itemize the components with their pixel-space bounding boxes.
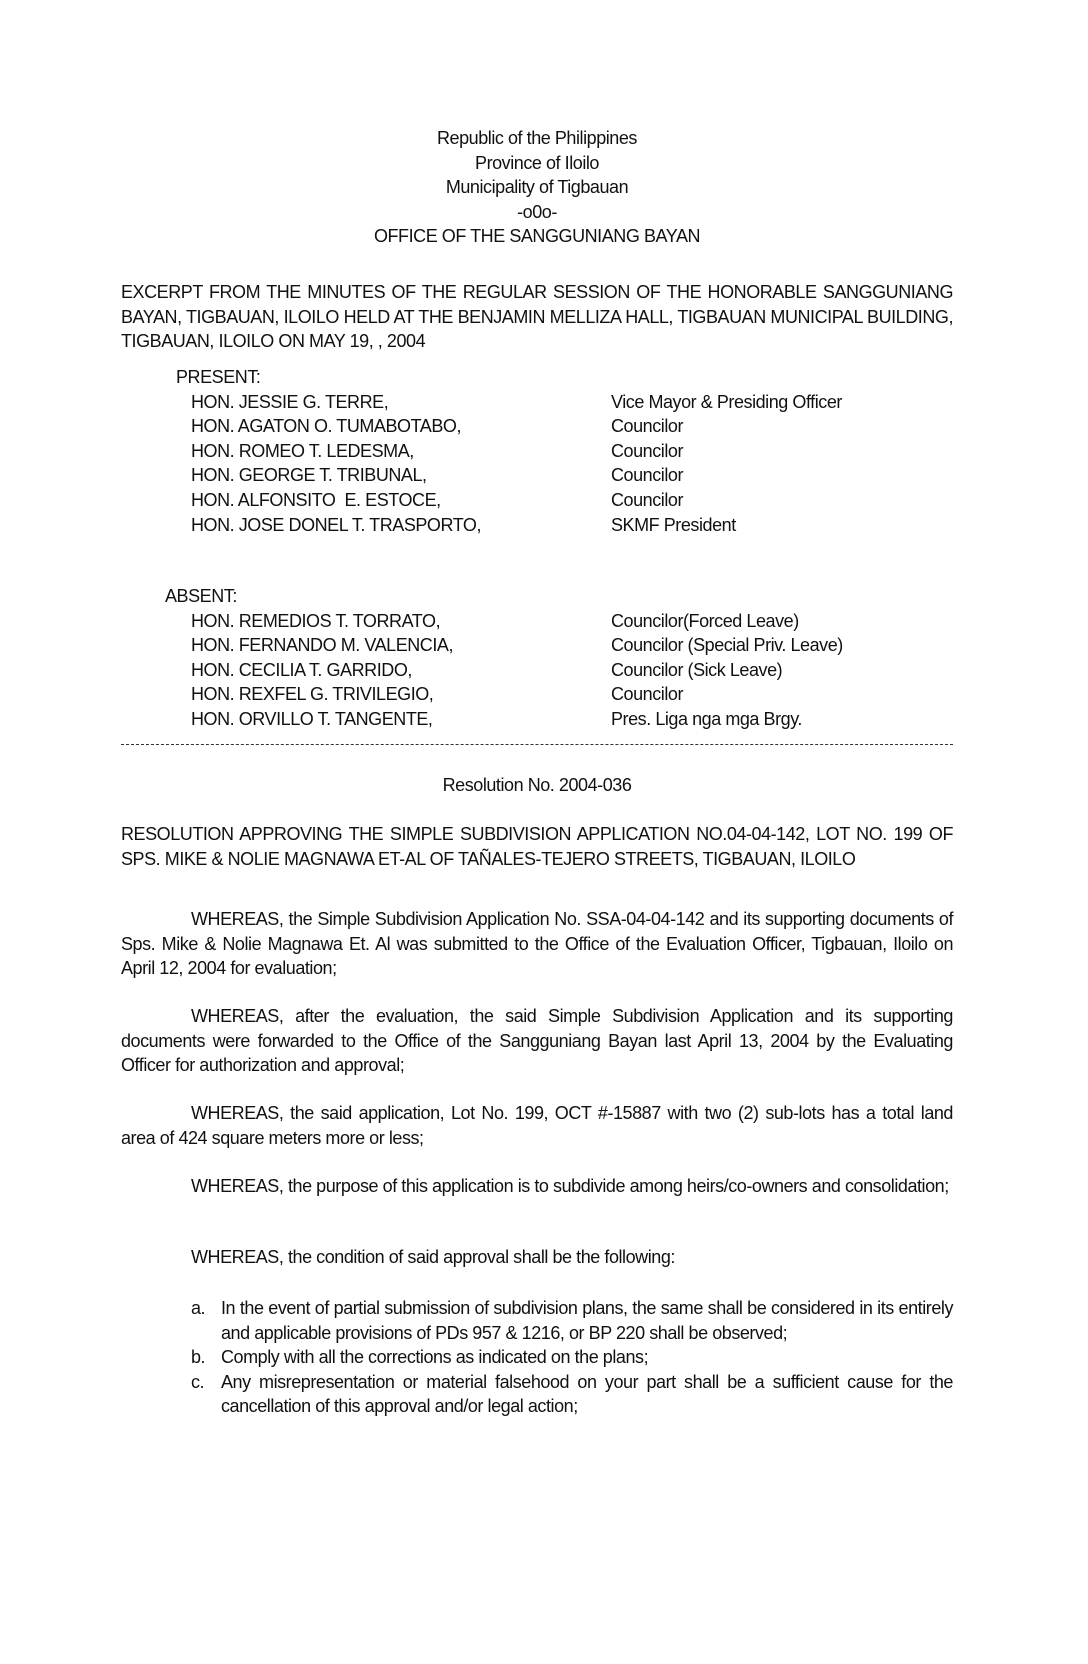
header-municipality: Municipality of Tigbauan <box>445 177 629 198</box>
attendee-role: SKMF President <box>611 514 736 535</box>
attendee-name: HON. JOSE DONEL T. TRASPORTO, <box>191 514 482 535</box>
resolution-number: Resolution No. 2004-036 <box>442 775 632 795</box>
whereas-paragraph: WHEREAS, the condition of said approval shall be the following: <box>191 1247 675 1267</box>
absentee-name: HON. FERNANDO M. VALENCIA, <box>191 635 454 656</box>
absentee-name: HON. REXFEL G. TRIVILEGIO, <box>191 684 434 705</box>
attendee-row <box>121 390 953 415</box>
absent-label: ABSENT: <box>165 586 237 606</box>
whereas-paragraph: WHEREAS, the Simple Subdivision Application No. SSA-04-04-142 and its supporting documents of Sps. Mike & Nolie Magnawa Et. Al was submitted to the Office of the Evaluation Officer, Tigbauan, Iloilo on April 12, 2004 for evaluation; <box>121 909 953 979</box>
whereas-paragraph: WHEREAS, the said application, Lot No. 199, OCT #-15887 with two (2) sub-lots has a total land area of 424 square meters more or less; <box>121 1103 953 1148</box>
letterhead <box>121 126 953 249</box>
attendee-row <box>121 463 953 488</box>
absentee-name: HON. REMEDIOS T. TORRATO, <box>191 610 441 631</box>
attendee-name: HON. AGATON O. TUMABOTABO, <box>191 416 462 437</box>
attendee-name: HON. ROMEO T. LEDESMA, <box>191 440 414 461</box>
present-label: PRESENT: <box>176 367 261 387</box>
absentee-role: Councilor(Forced Leave) <box>611 610 799 631</box>
whereas-paragraph: WHEREAS, the purpose of this application is to subdivide among heirs/co-owners and consolidation; <box>191 1176 949 1196</box>
header-province: Province of Iloilo <box>475 152 599 173</box>
conditions-list <box>191 1296 953 1419</box>
attendee-row <box>121 439 953 464</box>
absentee-name: HON. CECILIA T. GARRIDO, <box>191 659 412 680</box>
absentee-row <box>121 707 953 732</box>
whereas-paragraph: WHEREAS, after the evaluation, the said Simple Subdivision Application and its supporting documents were forwarded to the Office of the Sangguniang Bayan last April 13, 2004 by the Evaluating Officer for authorization and approval; <box>121 1006 953 1076</box>
absentee-role: Councilor (Sick Leave) <box>611 659 783 680</box>
condition-item <box>191 1345 953 1370</box>
dashed-divider <box>121 744 953 751</box>
resolution-title: RESOLUTION APPROVING THE SIMPLE SUBDIVISION APPLICATION NO.04-04-142, LOT NO. 199 OF SPS. MIKE & NOLIE MAGNAWA ET-AL OF TAÑALES-TEJERO STREETS, TIGBAUAN, ILOILO <box>121 824 953 869</box>
attendee-role: Councilor <box>611 489 683 510</box>
absent-section <box>121 584 953 732</box>
condition-marker: c. <box>191 1371 205 1392</box>
absentee-row <box>121 682 953 707</box>
condition-text: Comply with all the corrections as indicated on the plans; <box>221 1347 649 1368</box>
absentee-role: Councilor <box>611 684 683 705</box>
condition-item <box>191 1296 953 1345</box>
absentee-row <box>121 609 953 634</box>
absentee-role: Councilor (Special Priv. Leave) <box>611 635 843 656</box>
condition-text: Any misrepresentation or material falsehood on your part shall be a sufficient cause for the cancellation of this approval and/or legal action; <box>221 1371 953 1417</box>
condition-text: In the event of partial submission of subdivision plans, the same shall be considered in its entirely and applicable provisions of PDs 957 & 1216, or BP 220 shall be observed; <box>221 1298 953 1343</box>
attendee-row <box>121 488 953 513</box>
attendee-name: HON. JESSIE G. TERRE, <box>191 391 389 412</box>
excerpt-paragraph: EXCERPT FROM THE MINUTES OF THE REGULAR SESSION OF THE HONORABLE SANGGUNIANG BAYAN, TIGBAUAN, ILOILO HELD AT THE BENJAMIN MELLIZA HALL, TIGBAUAN MUNICIPAL BUILDING, TIGBAUAN, ILOILO ON MAY 19, , 2004 <box>121 282 953 352</box>
condition-item <box>191 1370 953 1419</box>
absentee-role: Pres. Liga nga mga Brgy. <box>611 708 802 729</box>
attendee-role: Councilor <box>611 416 683 437</box>
present-section <box>121 365 953 537</box>
absentee-name: HON. ORVILLO T. TANGENTE, <box>191 708 433 729</box>
header-republic: Republic of the Philippines <box>437 128 637 148</box>
header-separator: -o0o- <box>517 201 557 222</box>
attendee-role: Vice Mayor & Presiding Officer <box>611 391 842 412</box>
header-office: OFFICE OF THE SANGGUNIANG BAYAN <box>373 226 701 247</box>
attendee-row <box>121 414 953 439</box>
condition-marker: a. <box>191 1298 206 1318</box>
attendee-row <box>121 513 953 538</box>
absentee-row <box>121 633 953 658</box>
attendee-role: Councilor <box>611 440 683 461</box>
attendee-role: Councilor <box>611 465 683 486</box>
attendee-name: HON. ALFONSITO E. ESTOCE, <box>191 489 441 510</box>
condition-marker: b. <box>191 1347 206 1368</box>
attendee-name: HON. GEORGE T. TRIBUNAL, <box>191 465 427 486</box>
absentee-row <box>121 658 953 683</box>
